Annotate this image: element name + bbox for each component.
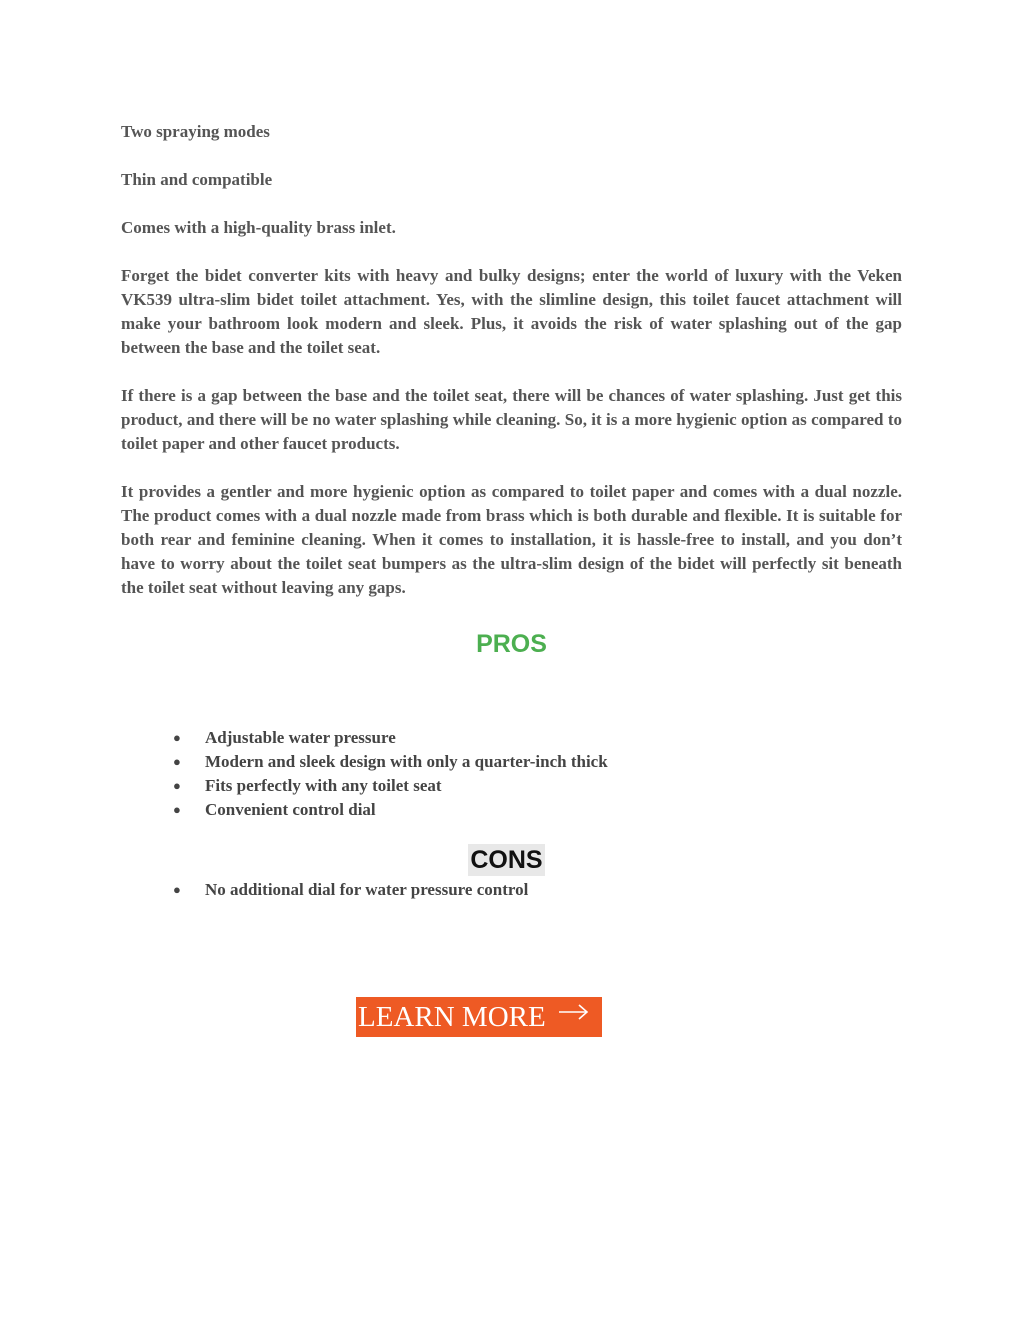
list-item (173, 798, 902, 822)
cons-heading: CONS (470, 846, 543, 874)
list-item (173, 726, 902, 750)
bullet-icon: ● (173, 754, 181, 769)
pros-item: Fits perfectly with any toilet seat (205, 776, 442, 795)
arrow-right-icon (558, 1002, 590, 1022)
learn-more-button[interactable] (356, 997, 602, 1037)
cons-heading-wrapper (121, 844, 902, 878)
feature-line: Two spraying modes (121, 122, 270, 141)
pros-item: Convenient control dial (205, 800, 376, 819)
list-item (173, 750, 902, 774)
cons-item: No additional dial for water pressure control (205, 880, 529, 899)
feature-line: Comes with a high-quality brass inlet. (121, 218, 396, 237)
paragraph: Forget the bidet converter kits with heavy and bulky designs; enter the world of luxury with the Veken VK539 ultra-slim bidet toilet attachment. Yes, with the slimline design, this toilet faucet attachment will make your bathroom look modern and sleek. Plus, it avoids the risk of water splashing out of the gap between the base and the toilet seat. (121, 266, 902, 357)
pros-heading: PROS (476, 630, 547, 658)
document-body (121, 120, 902, 902)
pros-list (121, 726, 902, 822)
learn-more-label: LEARN MORE (358, 1000, 546, 1033)
bullet-icon: ● (173, 802, 181, 817)
paragraph: It provides a gentler and more hygienic option as compared to toilet paper and comes with a dual nozzle. The product comes with a dual nozzle made from brass which is both durable and flexible. It is suitable for both rear and feminine cleaning. When it comes to installation, it is hassle-free to install, and you don’t have to worry about the toilet seat bumpers as the ultra-slim design of the bidet will perfectly sit beneath the toilet seat without leaving any gaps. (121, 482, 902, 597)
list-item (173, 774, 902, 798)
bullet-icon: ● (173, 882, 181, 897)
pros-item: Modern and sleek design with only a quarter-inch thick (205, 752, 608, 771)
cons-list (121, 878, 902, 902)
bullet-icon: ● (173, 778, 181, 793)
list-item (173, 878, 902, 902)
pros-item: Adjustable water pressure (205, 728, 396, 747)
feature-line: Thin and compatible (121, 170, 273, 189)
cta-wrapper (356, 997, 602, 1037)
paragraph: If there is a gap between the base and the toilet seat, there will be chances of water splashing. Just get this product, and there will be no water splashing while cleaning. So, it is a more hygienic option as compared to toilet paper and other faucet products. (121, 386, 902, 453)
bullet-icon: ● (173, 730, 181, 745)
